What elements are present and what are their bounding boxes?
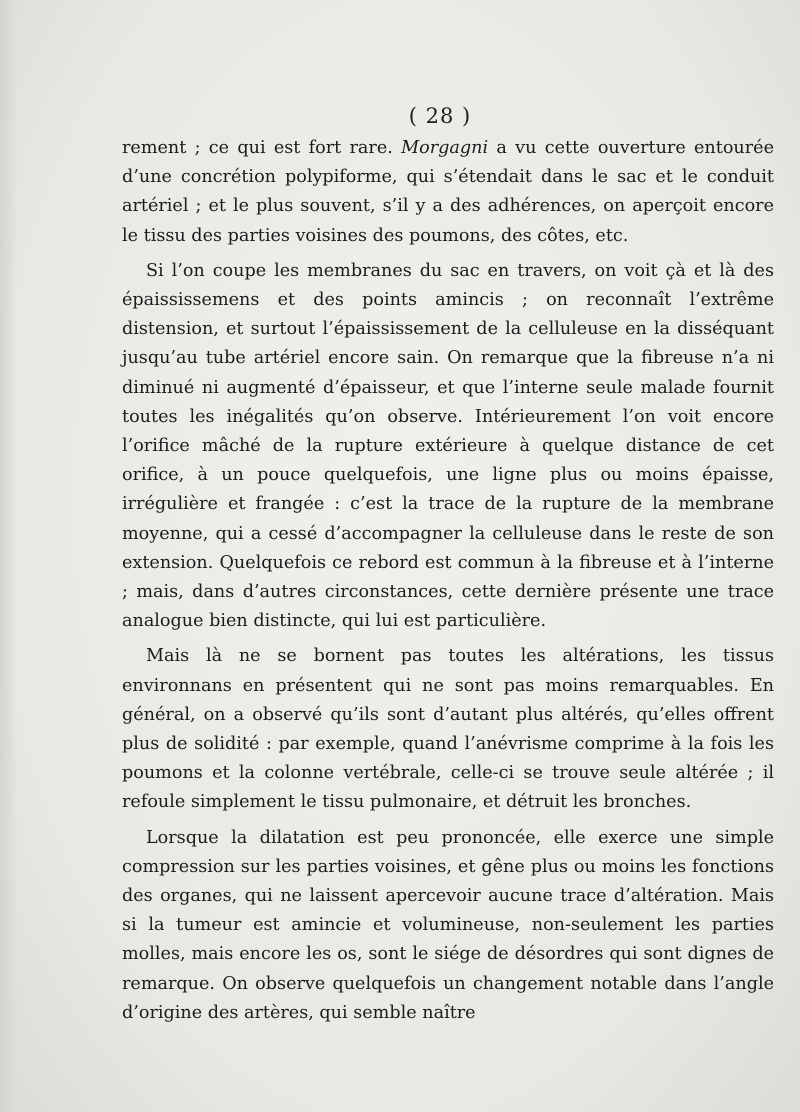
- body-text: [122, 134, 774, 1034]
- paragraph-1-rest: a vu cette ouverture entourée d’une concrétion polypiforme, qui s’étendait dans le sac et le conduit artériel ; et le plus souvent, s’il y a des adhérences, on aperçoit encore le tissu des parties voisines des poumons, des côtes, etc.: [122, 138, 774, 246]
- paragraph-3: Mais là ne se bornent pas toutes les altérations, les tissus environnans en présentent qui ne sont pas moins remarquables. En général, on a observé qu’ils sont d’autant plus altérés, qu’elles offrent plus de solidité : par exemple, quand l’anévrisme comprime à la fois les poumons et la colonne vertébrale, celle-ci se trouve seule altérée ; il refoule simplement le tissu pulmonaire, et détruit les bronches.: [122, 646, 774, 813]
- paragraph-2: Si l’on coupe les membranes du sac en travers, on voit çà et là des épaississemens et des points amincis ; on reconnaît l’extrême distension, et surtout l’épaississement de la celluleuse en la disséquant jusqu’au tube artériel encore sain. On remarque que la fibreuse n’a ni diminué ni augmenté d’épaisseur, et que l’interne seule malade fournit toutes les inégalités qu’on observe. Intérieurement l’on voit encore l’orifice mâché de la rupture extérieure à quelque distance de cet orifice, à un pouce quelquefois, une ligne plus ou moins épaisse, irrégulière et frangée : c’est la trace de la rupture de la membrane moyenne, qui a cessé d’accompagner la celluleuse dans le reste de son extension. Quelquefois ce rebord est commun à la fibreuse et à l’interne ; mais, dans d’autres circonstances, cette dernière présente une trace analogue bien distincte, qui lui est particulière.: [122, 260, 774, 632]
- author-name-morgagni: Morgagni: [401, 138, 489, 158]
- page-number: ( 28 ): [408, 104, 472, 128]
- paragraph-1: [122, 134, 774, 251]
- paragraph-1-start: rement ; ce qui est fort rare.: [122, 138, 402, 158]
- page-edge-shadow: [0, 0, 18, 1112]
- paragraph-4: Lorsque la dilatation est peu prononcée, elle exerce une simple compression sur les parties voisines, et gêne plus ou moins les fonctions des organes, qui ne laissent apercevoir aucune trace d’altération. Mais si la tumeur est amincie et volumineuse, non-seulement les parties molles, mais encore les os, sont le siége de désordres qui sont dignes de remarque. On observe quelquefois un changement notable dans l’angle d’origine des artères, qui semble naître: [122, 827, 774, 1023]
